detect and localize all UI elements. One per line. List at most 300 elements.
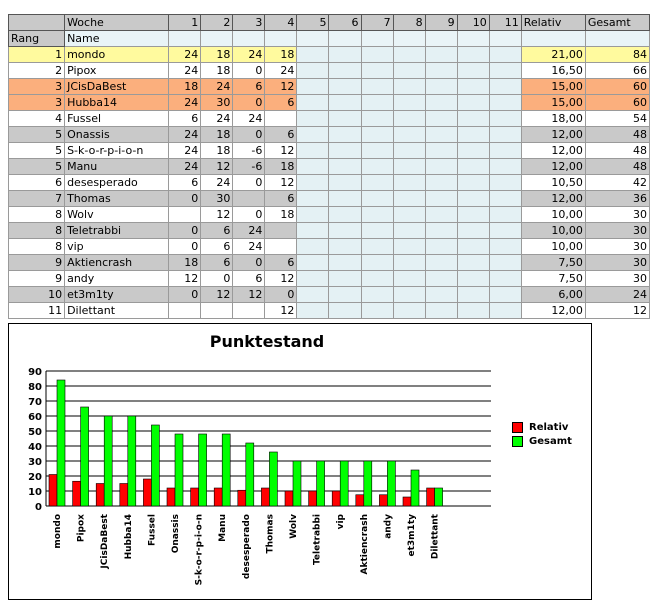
cell-week-3[interactable]: -6 (233, 143, 265, 159)
cell-relativ[interactable]: 10,50 (521, 175, 585, 191)
cell-week-6[interactable] (329, 223, 361, 239)
cell-name[interactable]: Aktiencrash (65, 255, 169, 271)
cell-week-5[interactable] (297, 303, 329, 319)
cell-week-8[interactable] (393, 207, 425, 223)
cell-week-10[interactable] (457, 191, 489, 207)
cell-rang[interactable]: 5 (9, 159, 65, 175)
cell-week-1[interactable]: 24 (169, 47, 201, 63)
x-tick-label: Aktiencrash (359, 514, 370, 575)
cell-relativ[interactable]: 21,00 (521, 47, 585, 63)
cell-week-4[interactable]: 6 (265, 255, 297, 271)
cell-rang[interactable]: 9 (9, 255, 65, 271)
cell-week-7[interactable] (361, 239, 393, 255)
cell-relativ[interactable]: 6,00 (521, 287, 585, 303)
header-name[interactable]: Name (65, 31, 169, 47)
cell-week-3[interactable] (233, 303, 265, 319)
cell-week-9[interactable] (425, 207, 457, 223)
cell-rang[interactable]: 8 (9, 207, 65, 223)
cell-relativ[interactable]: 12,00 (521, 191, 585, 207)
cell-week-3[interactable]: 6 (233, 79, 265, 95)
cell-week-5[interactable] (297, 111, 329, 127)
cell-week-4[interactable]: 0 (265, 287, 297, 303)
cell-week-6[interactable] (329, 127, 361, 143)
y-tick-label: 90 (28, 367, 42, 378)
cell-week-2[interactable]: 24 (201, 111, 233, 127)
cell-name[interactable]: mondo (65, 47, 169, 63)
cell-rang[interactable]: 8 (9, 239, 65, 255)
cell-week-3[interactable]: 12 (233, 287, 265, 303)
cell-week-4[interactable]: 18 (265, 47, 297, 63)
cell-week-2[interactable]: 30 (201, 191, 233, 207)
bar-relativ (356, 495, 364, 506)
cell-week-10[interactable] (457, 111, 489, 127)
cell-week-6[interactable] (329, 79, 361, 95)
cell-name[interactable]: JCisDaBest (65, 79, 169, 95)
cell-week-3[interactable]: 24 (233, 223, 265, 239)
cell-week-7[interactable] (361, 95, 393, 111)
cell-week-1[interactable]: 0 (169, 223, 201, 239)
cell-week-9[interactable] (425, 111, 457, 127)
cell-week-2[interactable]: 30 (201, 95, 233, 111)
cell-gesamt[interactable]: 60 (585, 79, 649, 95)
cell-relativ[interactable]: 7,50 (521, 255, 585, 271)
cell-relativ[interactable]: 18,00 (521, 111, 585, 127)
cell-week-8[interactable] (393, 191, 425, 207)
cell-week-10[interactable] (457, 287, 489, 303)
cell-week-11[interactable] (489, 95, 521, 111)
cell-gesamt[interactable]: 30 (585, 223, 649, 239)
cell-rang[interactable]: 8 (9, 223, 65, 239)
cell-week-2[interactable]: 18 (201, 47, 233, 63)
header-woche[interactable]: Woche (65, 15, 169, 31)
cell-week-5[interactable] (297, 95, 329, 111)
cell-gesamt[interactable]: 60 (585, 95, 649, 111)
cell-week-5[interactable] (297, 287, 329, 303)
cell-week-10[interactable] (457, 127, 489, 143)
cell-week-7[interactable] (361, 207, 393, 223)
cell-week-11[interactable] (489, 127, 521, 143)
cell-name[interactable]: Teletrabbi (65, 223, 169, 239)
cell-week-4[interactable] (265, 239, 297, 255)
cell-week-6[interactable] (329, 143, 361, 159)
cell-week-7[interactable] (361, 303, 393, 319)
header-week-3[interactable]: 3 (233, 15, 265, 31)
table-row (9, 239, 650, 255)
cell-week-5[interactable] (297, 175, 329, 191)
cell-week-6[interactable] (329, 47, 361, 63)
cell-week-11[interactable] (489, 191, 521, 207)
cell-name[interactable]: Wolv (65, 207, 169, 223)
cell-week-9[interactable] (425, 143, 457, 159)
cell-gesamt[interactable]: 84 (585, 47, 649, 63)
cell-week-8[interactable] (393, 127, 425, 143)
cell-name[interactable]: S-k-o-r-p-i-o-n (65, 143, 169, 159)
cell-week-2[interactable]: 0 (201, 271, 233, 287)
cell-week-3[interactable]: 24 (233, 47, 265, 63)
header-relativ[interactable]: Relativ (521, 15, 585, 31)
cell-week-10[interactable] (457, 239, 489, 255)
cell-week-3[interactable]: 6 (233, 271, 265, 287)
cell-week-8[interactable] (393, 143, 425, 159)
cell-rang[interactable]: 3 (9, 95, 65, 111)
chart-title: Punktestand (209, 332, 325, 351)
cell-week-3[interactable]: 0 (233, 175, 265, 191)
cell-week-9[interactable] (425, 223, 457, 239)
cell-week-1[interactable] (169, 303, 201, 319)
y-tick-label: 70 (28, 397, 42, 408)
sub-empty (329, 31, 361, 47)
cell-week-9[interactable] (425, 79, 457, 95)
cell-relativ[interactable]: 10,00 (521, 239, 585, 255)
cell-week-3[interactable]: 0 (233, 95, 265, 111)
cell-week-8[interactable] (393, 223, 425, 239)
cell-week-11[interactable] (489, 303, 521, 319)
cell-week-1[interactable]: 12 (169, 271, 201, 287)
header-week-1[interactable]: 1 (169, 15, 201, 31)
cell-week-1[interactable]: 0 (169, 239, 201, 255)
table-row (9, 143, 650, 159)
cell-week-11[interactable] (489, 159, 521, 175)
cell-week-11[interactable] (489, 47, 521, 63)
cell-week-4[interactable]: 24 (265, 63, 297, 79)
cell-week-7[interactable] (361, 111, 393, 127)
cell-week-6[interactable] (329, 95, 361, 111)
cell-week-1[interactable]: 18 (169, 79, 201, 95)
cell-name[interactable]: et3m1ty (65, 287, 169, 303)
corner-cell[interactable] (9, 15, 65, 31)
cell-week-6[interactable] (329, 287, 361, 303)
cell-name[interactable]: Thomas (65, 191, 169, 207)
cell-week-4[interactable]: 6 (265, 127, 297, 143)
cell-week-1[interactable]: 24 (169, 127, 201, 143)
cell-week-7[interactable] (361, 287, 393, 303)
cell-gesamt[interactable]: 12 (585, 303, 649, 319)
cell-gesamt[interactable]: 42 (585, 175, 649, 191)
cell-week-8[interactable] (393, 159, 425, 175)
cell-gesamt[interactable]: 24 (585, 287, 649, 303)
cell-week-4[interactable]: 12 (265, 303, 297, 319)
cell-week-8[interactable] (393, 255, 425, 271)
cell-name[interactable]: vip (65, 239, 169, 255)
bar-relativ (214, 488, 222, 506)
cell-week-10[interactable] (457, 63, 489, 79)
cell-week-11[interactable] (489, 143, 521, 159)
cell-week-10[interactable] (457, 223, 489, 239)
cell-week-5[interactable] (297, 271, 329, 287)
cell-week-6[interactable] (329, 207, 361, 223)
cell-gesamt[interactable]: 30 (585, 255, 649, 271)
cell-week-5[interactable] (297, 191, 329, 207)
cell-week-2[interactable]: 24 (201, 79, 233, 95)
cell-week-11[interactable] (489, 223, 521, 239)
cell-week-2[interactable]: 12 (201, 159, 233, 175)
cell-gesamt[interactable]: 48 (585, 159, 649, 175)
cell-week-8[interactable] (393, 95, 425, 111)
cell-week-2[interactable]: 24 (201, 175, 233, 191)
table-row (9, 175, 650, 191)
cell-week-5[interactable] (297, 207, 329, 223)
cell-week-3[interactable]: -6 (233, 159, 265, 175)
cell-week-11[interactable] (489, 63, 521, 79)
cell-name[interactable]: Dilettant (65, 303, 169, 319)
cell-week-10[interactable] (457, 143, 489, 159)
sub-empty (489, 31, 521, 47)
cell-week-11[interactable] (489, 239, 521, 255)
cell-rang[interactable]: 11 (9, 303, 65, 319)
table-row (9, 47, 650, 63)
cell-week-5[interactable] (297, 127, 329, 143)
cell-gesamt[interactable]: 30 (585, 207, 649, 223)
cell-week-2[interactable]: 18 (201, 127, 233, 143)
cell-week-7[interactable] (361, 47, 393, 63)
cell-relativ[interactable]: 7,50 (521, 271, 585, 287)
cell-name[interactable]: Pipox (65, 63, 169, 79)
cell-week-1[interactable]: 6 (169, 175, 201, 191)
cell-week-5[interactable] (297, 47, 329, 63)
cell-relativ[interactable]: 16,50 (521, 63, 585, 79)
cell-week-3[interactable]: 24 (233, 111, 265, 127)
cell-week-7[interactable] (361, 255, 393, 271)
bar-relativ (191, 488, 199, 506)
cell-week-9[interactable] (425, 47, 457, 63)
bar-gesamt (364, 461, 372, 506)
cell-week-6[interactable] (329, 239, 361, 255)
cell-week-4[interactable]: 12 (265, 175, 297, 191)
cell-relativ[interactable]: 12,00 (521, 159, 585, 175)
cell-week-3[interactable] (233, 191, 265, 207)
cell-week-8[interactable] (393, 271, 425, 287)
cell-relativ[interactable]: 10,00 (521, 223, 585, 239)
cell-rang[interactable]: 6 (9, 175, 65, 191)
cell-week-8[interactable] (393, 111, 425, 127)
cell-rang[interactable]: 4 (9, 111, 65, 127)
y-tick-label: 10 (28, 487, 42, 498)
cell-gesamt[interactable]: 30 (585, 239, 649, 255)
header-week-4[interactable]: 4 (265, 15, 297, 31)
cell-week-1[interactable]: 18 (169, 255, 201, 271)
cell-week-11[interactable] (489, 79, 521, 95)
cell-week-4[interactable]: 18 (265, 159, 297, 175)
cell-week-2[interactable]: 18 (201, 63, 233, 79)
legend-swatch-gesamt (512, 436, 523, 447)
header-week-5[interactable]: 5 (297, 15, 329, 31)
cell-week-10[interactable] (457, 159, 489, 175)
cell-week-10[interactable] (457, 207, 489, 223)
cell-week-3[interactable]: 24 (233, 239, 265, 255)
cell-week-6[interactable] (329, 111, 361, 127)
cell-week-11[interactable] (489, 111, 521, 127)
cell-week-9[interactable] (425, 95, 457, 111)
cell-week-1[interactable] (169, 207, 201, 223)
x-tick-label: Wolv (289, 514, 299, 539)
cell-week-1[interactable]: 0 (169, 191, 201, 207)
cell-relativ[interactable]: 10,00 (521, 207, 585, 223)
cell-relativ[interactable]: 15,00 (521, 95, 585, 111)
cell-week-6[interactable] (329, 255, 361, 271)
cell-week-7[interactable] (361, 271, 393, 287)
cell-relativ[interactable]: 12,00 (521, 303, 585, 319)
cell-week-8[interactable] (393, 47, 425, 63)
cell-week-8[interactable] (393, 287, 425, 303)
cell-week-5[interactable] (297, 159, 329, 175)
cell-week-11[interactable] (489, 271, 521, 287)
cell-week-2[interactable]: 6 (201, 223, 233, 239)
cell-relativ[interactable]: 12,00 (521, 127, 585, 143)
x-tick-label: andy (383, 514, 394, 539)
cell-relativ[interactable]: 15,00 (521, 79, 585, 95)
cell-week-8[interactable] (393, 63, 425, 79)
header-week-7[interactable]: 7 (361, 15, 393, 31)
cell-week-5[interactable] (297, 239, 329, 255)
cell-week-8[interactable] (393, 175, 425, 191)
cell-week-11[interactable] (489, 207, 521, 223)
header-week-9[interactable]: 9 (425, 15, 457, 31)
cell-week-7[interactable] (361, 79, 393, 95)
cell-week-5[interactable] (297, 143, 329, 159)
cell-week-1[interactable]: 24 (169, 143, 201, 159)
bar-gesamt (340, 461, 348, 506)
cell-week-10[interactable] (457, 79, 489, 95)
bar-gesamt (246, 443, 254, 506)
cell-name[interactable]: andy (65, 271, 169, 287)
cell-rang[interactable]: 10 (9, 287, 65, 303)
cell-week-1[interactable]: 6 (169, 111, 201, 127)
cell-week-4[interactable]: 12 (265, 143, 297, 159)
x-tick-label: Pipox (76, 514, 87, 543)
cell-name[interactable]: Manu (65, 159, 169, 175)
table-row (9, 271, 650, 287)
cell-name[interactable]: Onassis (65, 127, 169, 143)
cell-week-5[interactable] (297, 255, 329, 271)
cell-week-6[interactable] (329, 63, 361, 79)
cell-week-3[interactable]: 0 (233, 255, 265, 271)
cell-week-3[interactable]: 0 (233, 127, 265, 143)
cell-rang[interactable]: 3 (9, 79, 65, 95)
cell-gesamt[interactable]: 36 (585, 191, 649, 207)
cell-week-9[interactable] (425, 159, 457, 175)
header-week-11[interactable]: 11 (489, 15, 521, 31)
cell-week-7[interactable] (361, 175, 393, 191)
header-week-2[interactable]: 2 (201, 15, 233, 31)
cell-week-7[interactable] (361, 223, 393, 239)
cell-week-10[interactable] (457, 303, 489, 319)
y-tick-label: 40 (28, 442, 42, 453)
cell-week-2[interactable]: 6 (201, 239, 233, 255)
cell-gesamt[interactable]: 66 (585, 63, 649, 79)
cell-week-9[interactable] (425, 175, 457, 191)
cell-week-4[interactable]: 18 (265, 207, 297, 223)
cell-week-6[interactable] (329, 159, 361, 175)
cell-rang[interactable]: 5 (9, 143, 65, 159)
cell-week-9[interactable] (425, 287, 457, 303)
cell-week-4[interactable]: 6 (265, 95, 297, 111)
cell-week-9[interactable] (425, 271, 457, 287)
cell-gesamt[interactable]: 54 (585, 111, 649, 127)
cell-name[interactable]: desesperado (65, 175, 169, 191)
cell-name[interactable]: Fussel (65, 111, 169, 127)
cell-week-5[interactable] (297, 79, 329, 95)
cell-rang[interactable]: 1 (9, 47, 65, 63)
cell-week-9[interactable] (425, 127, 457, 143)
cell-week-4[interactable]: 12 (265, 79, 297, 95)
cell-week-8[interactable] (393, 239, 425, 255)
cell-week-1[interactable]: 24 (169, 63, 201, 79)
cell-week-6[interactable] (329, 175, 361, 191)
cell-week-1[interactable]: 24 (169, 159, 201, 175)
cell-week-2[interactable]: 12 (201, 287, 233, 303)
cell-week-2[interactable]: 18 (201, 143, 233, 159)
cell-rang[interactable]: 2 (9, 63, 65, 79)
cell-week-11[interactable] (489, 175, 521, 191)
header-week-8[interactable]: 8 (393, 15, 425, 31)
cell-week-2[interactable] (201, 303, 233, 319)
cell-week-8[interactable] (393, 303, 425, 319)
cell-week-7[interactable] (361, 143, 393, 159)
cell-week-4[interactable]: 6 (265, 191, 297, 207)
cell-week-10[interactable] (457, 95, 489, 111)
cell-week-2[interactable]: 12 (201, 207, 233, 223)
cell-week-4[interactable] (265, 111, 297, 127)
cell-gesamt[interactable]: 48 (585, 127, 649, 143)
sub-empty (457, 31, 489, 47)
cell-week-9[interactable] (425, 239, 457, 255)
cell-week-10[interactable] (457, 47, 489, 63)
header-gesamt[interactable]: Gesamt (585, 15, 649, 31)
cell-week-10[interactable] (457, 175, 489, 191)
cell-week-4[interactable] (265, 223, 297, 239)
cell-week-9[interactable] (425, 303, 457, 319)
header-row (9, 15, 650, 31)
cell-name[interactable]: Hubba14 (65, 95, 169, 111)
cell-rang[interactable]: 7 (9, 191, 65, 207)
cell-week-6[interactable] (329, 191, 361, 207)
x-tick-label: Onassis (171, 514, 181, 554)
cell-week-3[interactable]: 0 (233, 63, 265, 79)
header-week-10[interactable]: 10 (457, 15, 489, 31)
cell-week-2[interactable]: 6 (201, 255, 233, 271)
cell-week-3[interactable]: 0 (233, 207, 265, 223)
cell-gesamt[interactable]: 48 (585, 143, 649, 159)
cell-week-7[interactable] (361, 159, 393, 175)
cell-week-1[interactable]: 0 (169, 287, 201, 303)
cell-rang[interactable]: 9 (9, 271, 65, 287)
cell-week-7[interactable] (361, 191, 393, 207)
bar-gesamt (57, 380, 65, 506)
cell-relativ[interactable]: 12,00 (521, 143, 585, 159)
cell-week-8[interactable] (393, 79, 425, 95)
header-rang[interactable]: Rang (9, 31, 65, 47)
cell-gesamt[interactable]: 30 (585, 271, 649, 287)
cell-week-9[interactable] (425, 63, 457, 79)
cell-week-4[interactable]: 12 (265, 271, 297, 287)
cell-week-7[interactable] (361, 127, 393, 143)
cell-week-9[interactable] (425, 255, 457, 271)
cell-week-11[interactable] (489, 255, 521, 271)
cell-week-10[interactable] (457, 271, 489, 287)
bar-relativ (261, 488, 269, 506)
cell-week-10[interactable] (457, 255, 489, 271)
cell-week-6[interactable] (329, 303, 361, 319)
header-week-6[interactable]: 6 (329, 15, 361, 31)
cell-week-6[interactable] (329, 271, 361, 287)
cell-week-11[interactable] (489, 287, 521, 303)
cell-week-9[interactable] (425, 191, 457, 207)
cell-week-7[interactable] (361, 63, 393, 79)
cell-week-5[interactable] (297, 223, 329, 239)
cell-week-1[interactable]: 24 (169, 95, 201, 111)
cell-week-5[interactable] (297, 63, 329, 79)
cell-rang[interactable]: 5 (9, 127, 65, 143)
